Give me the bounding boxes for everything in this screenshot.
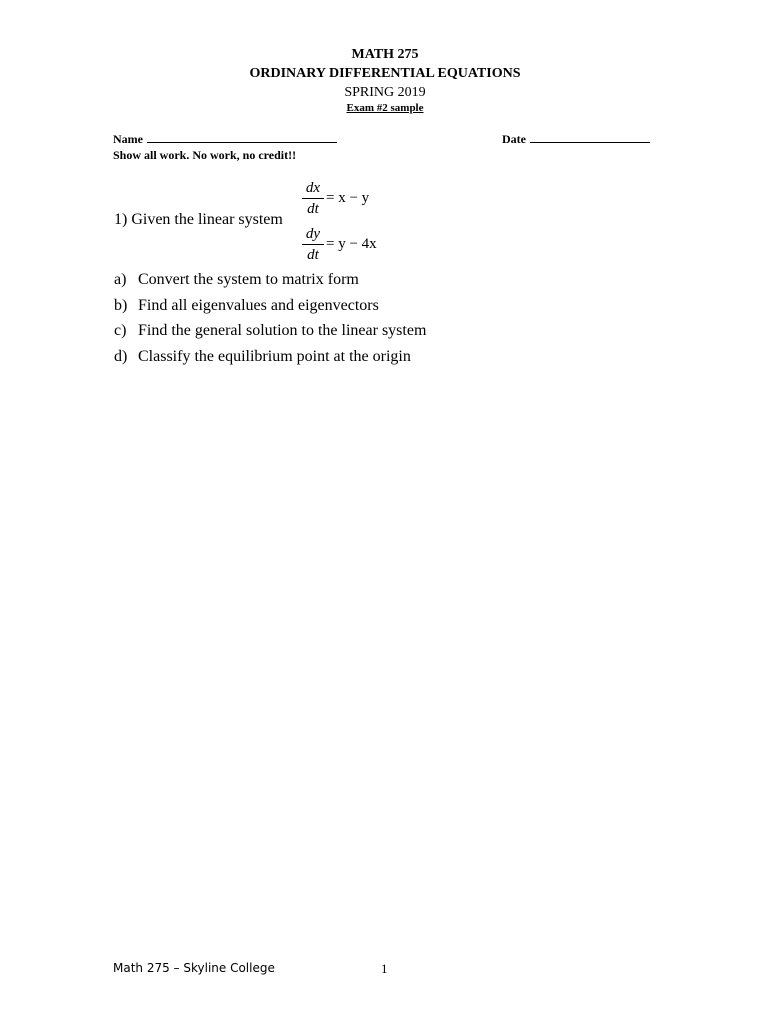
derivative-fraction <box>302 224 324 265</box>
name-field <box>113 132 337 147</box>
part-letter: d) <box>114 348 128 366</box>
fraction-denominator: dt <box>307 201 319 217</box>
name-blank <box>147 132 337 143</box>
equation-dy-dt <box>302 224 377 265</box>
question-part-b <box>114 296 426 322</box>
part-letter: a) <box>114 271 127 288</box>
exam-subtitle: Exam #2 sample <box>346 102 424 114</box>
course-title: ORDINARY DIFFERENTIAL EQUATIONS <box>249 66 521 81</box>
equation-rhs: = y − 4x <box>326 236 377 252</box>
course-heading: MATH 275 <box>351 47 419 62</box>
question-part-c <box>114 321 426 347</box>
equation-dx-dt <box>302 178 369 219</box>
part-text: Find all eigenvalues and eigenvectors <box>138 296 379 314</box>
fraction-numerator: dy <box>305 226 321 242</box>
part-letter: c) <box>114 322 127 340</box>
question-part-d <box>114 347 426 373</box>
part-text: Convert the system to matrix form <box>138 271 359 288</box>
fraction-numerator: dx <box>305 180 321 196</box>
question-parts-list <box>114 270 426 373</box>
footer-course-label: Math 275 – Skyline College <box>113 961 275 975</box>
fraction-denominator: dt <box>307 247 319 263</box>
derivative-fraction <box>302 178 324 219</box>
part-text: Find the general solution to the linear system <box>138 322 427 340</box>
instructions: Show all work. No work, no credit!! <box>113 148 297 162</box>
equation-rhs: = x − y <box>326 190 370 206</box>
part-text: Classify the equilibrium point at the origin <box>138 348 411 366</box>
date-field <box>502 132 650 147</box>
date-blank <box>530 132 650 143</box>
term-heading: SPRING 2019 <box>344 85 426 100</box>
name-label: Name <box>113 132 143 146</box>
question-1-prompt: 1) Given the linear system <box>114 211 283 228</box>
page-number: 1 <box>381 961 388 976</box>
question-part-a <box>114 270 426 296</box>
part-letter: b) <box>114 296 128 314</box>
date-label: Date <box>502 132 526 146</box>
